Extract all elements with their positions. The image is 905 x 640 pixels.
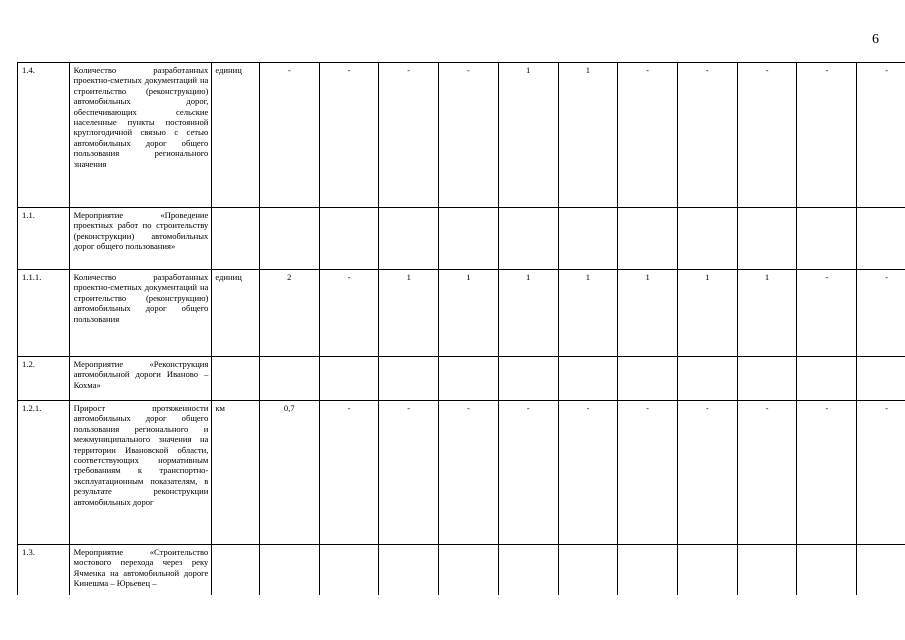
- value-cell: -: [737, 63, 797, 208]
- value-cell: [737, 208, 797, 270]
- row-unit: единиц: [212, 270, 260, 357]
- value-cell: [737, 545, 797, 596]
- row-description: Мероприятие «Проведение проектных работ по строительству (реконструкции) автомобильных дорог общего пользования»: [69, 208, 212, 270]
- value-cell: -: [677, 401, 737, 545]
- value-cell: -: [857, 401, 905, 545]
- value-cell: [259, 208, 319, 270]
- row-number: 1.3.: [18, 545, 70, 596]
- value-cell: 2: [259, 270, 319, 357]
- value-cell: [618, 208, 678, 270]
- row-description: Количество разработанных проектно-сметных документаций на строительство (реконструкцию) автомобильных дорог, обеспечивающих сельские населенные пункты постоянной круглогодичной связью с сетью автомобильных дорог общего пользования регионального значения: [69, 63, 212, 208]
- value-cell: -: [618, 401, 678, 545]
- value-cell: -: [498, 401, 558, 545]
- row-description: Количество разработанных проектно-сметных документаций на строительство (реконструкцию) автомобильных дорог общего пользования: [69, 270, 212, 357]
- value-cell: -: [439, 401, 499, 545]
- row-number: 1.2.: [18, 357, 70, 401]
- value-cell: -: [379, 63, 439, 208]
- value-cell: 1: [737, 270, 797, 357]
- value-cell: [319, 357, 379, 401]
- value-cell: 1: [558, 270, 618, 357]
- value-cell: [737, 357, 797, 401]
- value-cell: [379, 545, 439, 596]
- value-cell: [498, 208, 558, 270]
- value-cell: [439, 545, 499, 596]
- row-description: Прирост протяженности автомобильных дорог общего пользования регионального и межмуниципального значения на территории Ивановской области, соответствующих нормативным требованиям к транспортно-эксплуатационным показателям, в результате реконструкции автомобильных дорог: [69, 401, 212, 545]
- value-cell: [618, 357, 678, 401]
- value-cell: 1: [498, 270, 558, 357]
- row-number: 1.2.1.: [18, 401, 70, 545]
- value-cell: [259, 545, 319, 596]
- table-row: [18, 357, 905, 401]
- value-cell: [857, 545, 905, 596]
- row-number: 1.1.: [18, 208, 70, 270]
- row-unit: [212, 208, 260, 270]
- row-number: 1.1.1.: [18, 270, 70, 357]
- value-cell: [319, 208, 379, 270]
- value-cell: [857, 357, 905, 401]
- value-cell: [379, 208, 439, 270]
- value-cell: 1: [379, 270, 439, 357]
- value-cell: [439, 208, 499, 270]
- value-cell: 0,7: [259, 401, 319, 545]
- row-description: Мероприятие «Реконструкция автомобильной дороги Иваново – Кохма»: [69, 357, 212, 401]
- value-cell: 1: [439, 270, 499, 357]
- value-cell: [677, 357, 737, 401]
- value-cell: -: [857, 63, 905, 208]
- value-cell: [797, 208, 857, 270]
- value-cell: -: [618, 63, 678, 208]
- value-cell: -: [558, 401, 618, 545]
- value-cell: [558, 357, 618, 401]
- value-cell: [677, 545, 737, 596]
- value-cell: [379, 357, 439, 401]
- indicators-table: [17, 62, 905, 595]
- value-cell: 1: [498, 63, 558, 208]
- table-row: [18, 63, 905, 208]
- value-cell: [558, 208, 618, 270]
- value-cell: [498, 545, 558, 596]
- row-unit: [212, 545, 260, 596]
- value-cell: 1: [618, 270, 678, 357]
- value-cell: -: [319, 401, 379, 545]
- indicators-table-container: [17, 62, 905, 595]
- value-cell: -: [379, 401, 439, 545]
- table-row: [18, 270, 905, 357]
- row-unit: [212, 357, 260, 401]
- value-cell: [797, 357, 857, 401]
- value-cell: [558, 545, 618, 596]
- table-row: [18, 545, 905, 596]
- table-row: [18, 401, 905, 545]
- value-cell: [439, 357, 499, 401]
- value-cell: -: [797, 270, 857, 357]
- row-unit: единиц: [212, 63, 260, 208]
- value-cell: [498, 357, 558, 401]
- value-cell: -: [797, 401, 857, 545]
- table-row: [18, 208, 905, 270]
- value-cell: [259, 357, 319, 401]
- value-cell: -: [259, 63, 319, 208]
- value-cell: [618, 545, 678, 596]
- value-cell: [797, 545, 857, 596]
- value-cell: -: [319, 270, 379, 357]
- value-cell: -: [797, 63, 857, 208]
- row-number: 1.4.: [18, 63, 70, 208]
- value-cell: [677, 208, 737, 270]
- row-unit: км: [212, 401, 260, 545]
- value-cell: -: [319, 63, 379, 208]
- value-cell: [857, 208, 905, 270]
- value-cell: -: [857, 270, 905, 357]
- value-cell: -: [737, 401, 797, 545]
- page-number: 6: [872, 32, 879, 47]
- row-description: Мероприятие «Строительство мостового перехода через реку Ячменка на автомобильной дороге Кинешма – Юрьевец –: [69, 545, 212, 596]
- value-cell: [319, 545, 379, 596]
- value-cell: 1: [677, 270, 737, 357]
- value-cell: -: [439, 63, 499, 208]
- value-cell: 1: [558, 63, 618, 208]
- value-cell: -: [677, 63, 737, 208]
